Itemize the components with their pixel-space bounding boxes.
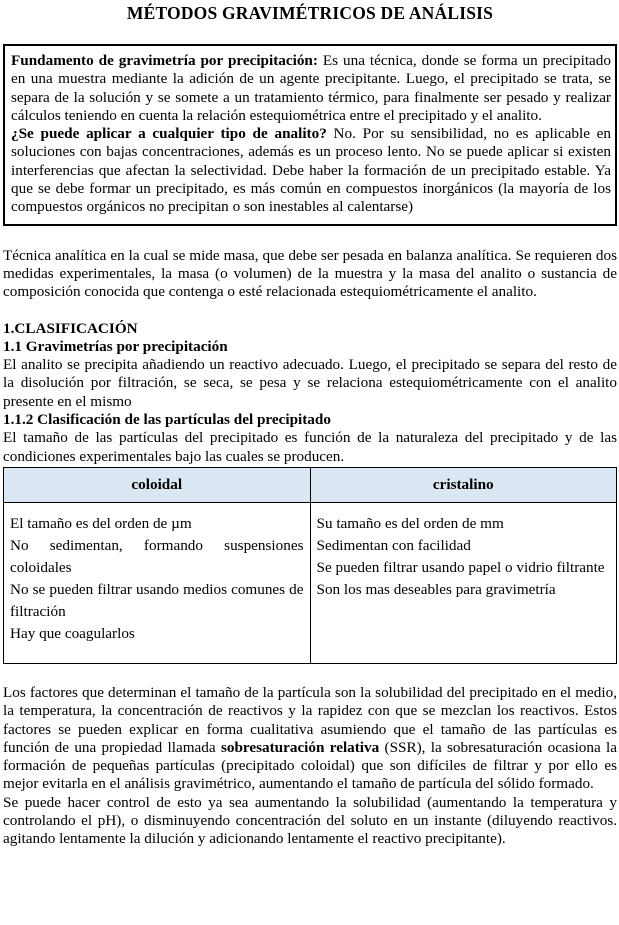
coloidal-item: No se pueden filtrar usando medios comunes de filtración — [10, 580, 304, 620]
coloidal-item: El tamaño es del orden de µm — [10, 514, 192, 532]
factors-text-b: (SSR), la sobresaturación ocasiona la formación de pequeñas partículas (precipitado coloidal) que son difíciles de filtrar y por ello es mejor evitarla en el análisis gravimétrico, aumentando el tamaño de partícula del sólido formado. — [3, 738, 617, 793]
cristalino-cell — [310, 502, 617, 663]
table-header-row — [4, 467, 617, 502]
header-cristalino: cristalino — [310, 467, 617, 502]
factors-paragraph — [3, 684, 617, 794]
subsection-heading-particulas: 1.1.2 Clasificación de las partículas del precipitado — [3, 411, 331, 429]
aplicacion-question: ¿Se puede aplicar a cualquier tipo de analito? — [11, 125, 327, 143]
control-paragraph: Se puede hacer control de esto ya sea aumentando la solubilidad (aumentando la temperatura y controlando el pH), o disminuyendo concentración del soluto en un instante (diluyendo reactivos. agitando lentamente la dilución y adicionando lentamente el reactivo precipitante). — [3, 793, 617, 848]
precipitacion-paragraph: El analito se precipita añadiendo un reactivo adecuado. Luego, el precipitado se separa del resto de la disolución por filtración, se seca, se pesa y se relaciona estequiométricamente con el analito presente en el mismo — [3, 356, 617, 410]
subsection-heading-precipitacion: 1.1 Gravimetrías por precipitación — [3, 337, 228, 355]
document-title: MÉTODOS GRAVIMÉTRICOS DE ANÁLISIS — [126, 3, 494, 23]
fundamento-paragraph — [11, 52, 611, 125]
intro-paragraph: Técnica analítica en la cual se mide masa, que debe ser pesada en balanza analítica. Se requieren dos medidas experimentales, la masa (o volumen) de la muestra y la masa del analito o sustancia de composición conocida que contenga o esté relacionada estequiométricamente el analito. — [3, 246, 617, 301]
factors-text-a: Los factores que determinan el tamaño de la partícula son la solubilidad del precipitado en el medio, la temperatura, la concentración de reactivos y la rapidez con que se mezclan los reactivos. Estos factores se pueden explicar en forma cualitativa asumiendo que el tamaño de las partículas es función de una propiedad llamada — [3, 683, 617, 756]
coloidal-cell — [4, 502, 311, 663]
coloidal-item: Hay que coagularlos — [10, 624, 135, 642]
cristalino-item: Su tamaño es del orden de mm — [316, 514, 504, 532]
cristalino-item: Se pueden filtrar usando papel o vidrio filtrante — [316, 558, 605, 576]
comparison-table — [3, 467, 617, 664]
table-row — [4, 502, 617, 663]
fundamento-text: Es una técnica, donde se forma un precipitado en una muestra mediante la adición de un agente precipitante. Luego, el precipitado se trata, se separa de la solución y se somete a un tratamiento térmico, para finalmente ser pesado y realizar cálculos teniendo en cuenta la relación estequiométrica entre el precipitado y el analito. — [11, 52, 611, 124]
coloidal-item: No sedimentan, formando suspensiones coloidales — [10, 536, 304, 576]
particulas-paragraph: El tamaño de las partículas del precipitado es función de la naturaleza del precipitado y de las condiciones experimentales bajo las cuales se producen. — [3, 429, 617, 465]
cristalino-item: Son los mas deseables para gravimetría — [316, 580, 556, 598]
fundamento-box — [3, 44, 617, 226]
section-heading-clasificacion: 1.CLASIFICACIÓN — [3, 319, 138, 337]
header-coloidal: coloidal — [4, 467, 311, 502]
fundamento-label: Fundamento de gravimetría por precipitación: — [11, 52, 318, 69]
ssr-term: sobresaturación relativa — [220, 738, 380, 756]
cristalino-item: Sedimentan con facilidad — [316, 536, 471, 554]
aplicacion-paragraph — [11, 125, 611, 216]
aplicacion-text: No. Por su sensibilidad, no es aplicable en soluciones con bajas concentraciones, además es un proceso lento. No se puede aplicar si existen interferencias que afectan la selectividad. Debe haber la formación de un precipitado estable. Ya que se debe formar un precipitado, es más común en compuestos inorgánicos (la mayoría de los compuestos orgánicos no precipitan o son inestables al calentarse) — [11, 125, 612, 216]
